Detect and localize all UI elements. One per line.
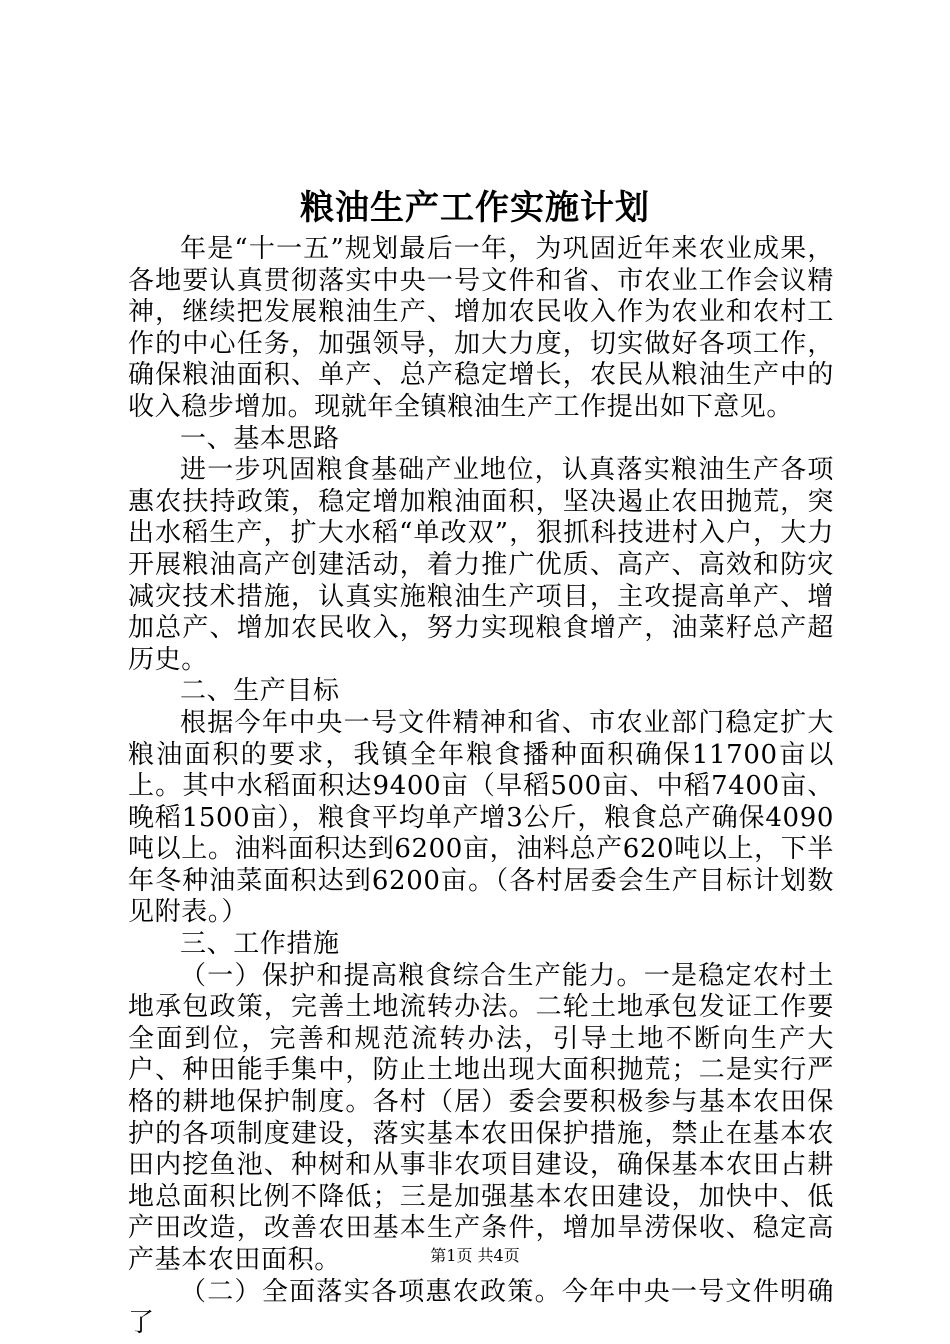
paragraph-measure-2: （二）全面落实各项惠农政策。今年中央一号文件明确了 (128, 1276, 834, 1339)
paragraph-production-targets: 根据今年中央一号文件精神和省、市农业部门稳定扩大粮油面积的要求，我镇全年粮食播种面积确保11700亩以上。其中水稻面积达9400亩（早稻500亩、中稻7400亩、晚稻1500亩），粮食平均单产增3公斤，粮食总产确保4090吨以上。油料面积达到6200亩，油料总产620吨以上，下半年冬种油菜面积达到6200亩。（各村居委会生产目标计划数见附表。） (128, 707, 834, 928)
section-heading-basic-approach: 一、基本思路 (180, 423, 340, 454)
page-footer: 第1页 共4页 (430, 1246, 520, 1265)
section-heading-work-measures: 三、工作措施 (180, 929, 340, 960)
paragraph-measure-1: （一）保护和提高粮食综合生产能力。一是稳定农村土地承包政策，完善土地流转办法。二轮土地承包发证工作要全面到位，完善和规范流转办法，引导土地不断向生产大户、种田能手集中，防止土地出现大面积抛荒；二是实行严格的耕地保护制度。各村（居）委会要积极参与基本农田保护的各项制度建设，落实基本农田保护措施，禁止在基本农田内挖鱼池、种树和从事非农项目建设，确保基本农田占耕地总面积比例不降低；三是加强基本农田建设，加快中、低产田改造，改善农田基本生产条件，增加旱涝保收、稳定高产基本农田面积。 (128, 960, 834, 1275)
document-title: 粮油生产工作实施计划 (300, 188, 650, 228)
paragraph-intro: 年是“十一五”规划最后一年，为巩固近年来农业成果，各地要认真贯彻落实中央一号文件和省、市农业工作会议精神，继续把发展粮油生产、增加农民收入作为农业和农村工作的中心任务，加强领导，加大力度，切实做好各项工作，确保粮油面积、单产、总产稳定增长，农民从粮油生产中的收入稳步增加。现就年全镇粮油生产工作提出如下意见。 (128, 234, 834, 422)
paragraph-basic-approach: 进一步巩固粮食基础产业地位，认真落实粮油生产各项惠农扶持政策，稳定增加粮油面积，坚决遏止农田抛荒，突出水稻生产，扩大水稻“单改双”，狠抓科技进村入户，大力开展粮油高产创建活动，着力推广优质、高产、高效和防灾减灾技术措施，认真实施粮油生产项目，主攻提高单产、增加总产、增加农民收入，努力实现粮食增产，油菜籽总产超历史。 (128, 455, 834, 675)
document-body (128, 234, 834, 1340)
section-heading-production-targets: 二、生产目标 (180, 676, 340, 707)
